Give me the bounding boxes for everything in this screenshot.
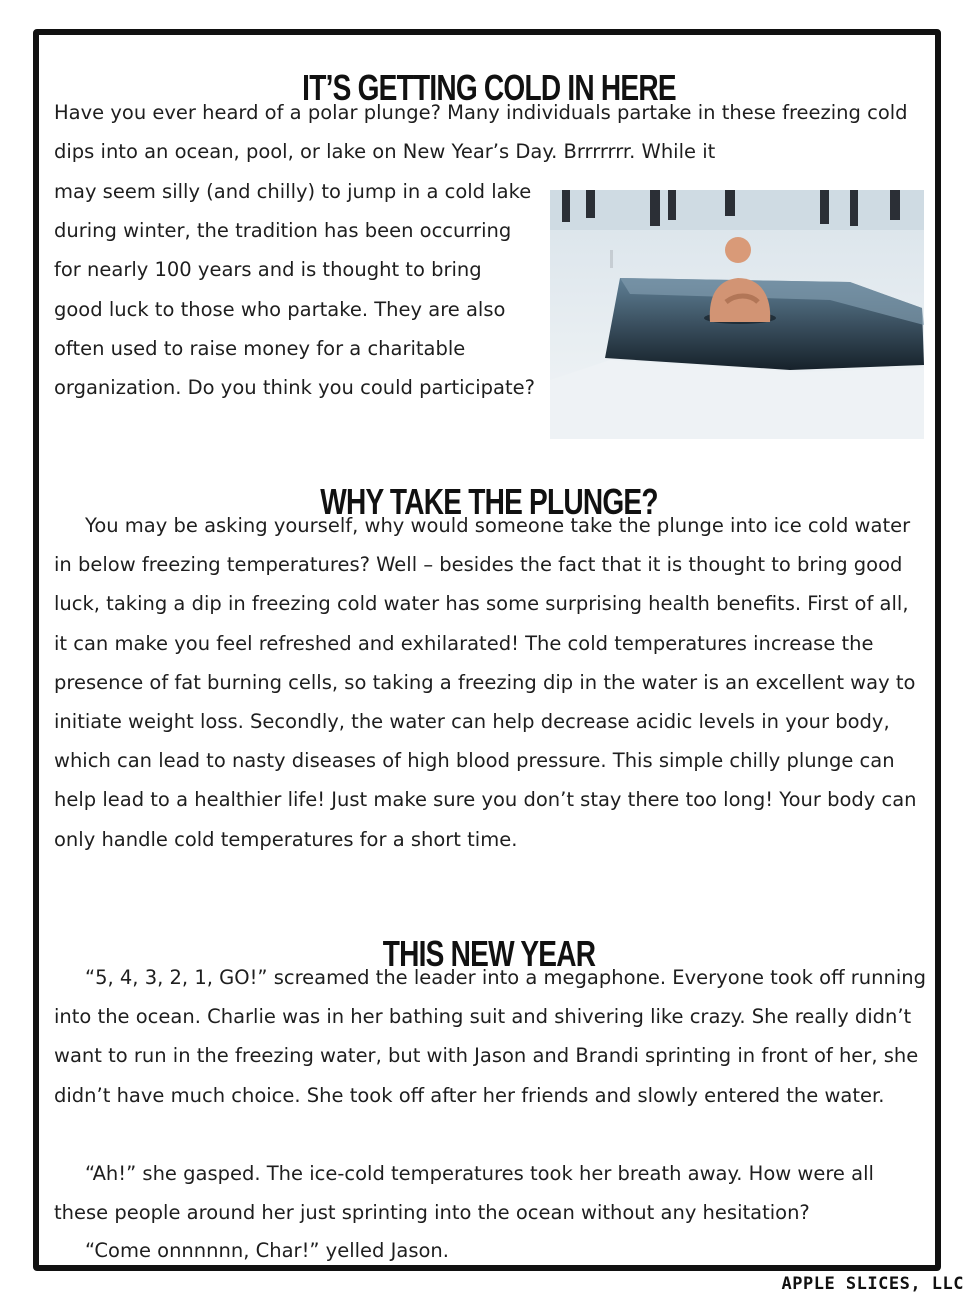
story-paragraph-1: “5, 4, 3, 2, 1, GO!” screamed the leader into a megaphone. Everyone took off running into the ocean. Charlie was in her bathing suit and shivering like crazy. She really didn’t want to run in the freezing water, but with Jason and Brandi sprinting in front of her, she didn’t have much choice. She took off after her friends and slowly entered the water. (54, 966, 926, 1107)
section-title-cold: IT’S GETTING COLD IN HERE (302, 67, 676, 109)
story-paragraph-3: “Come onnnnnn, Char!” yelled Jason. (85, 1239, 449, 1262)
section-title-new-year: THIS NEW YEAR (382, 933, 596, 975)
plunge-paragraph: You may be asking yourself, why would someone take the plunge into ice cold water in below freezing temperatures? Well – besides the fact that it is thought to bring good luck, taking a dip in freezing cold water has some surprising health benefits. First of all, it can make you feel refreshed and exhilarated! The cold temperatures increase the presence of fat burning cells, so taking a freezing dip in the water is an excellent way to initiate weight loss. Secondly, the water can help decrease acidic levels in your body, which can lead to nasty diseases of high blood pressure. This simple chilly plunge can help lead to a healthier life! Just make sure you don’t stay there too long! Your body can only handle cold temperatures for a short time. (54, 514, 917, 851)
story-paragraph-2: “Ah!” she gasped. The ice-cold temperatures took her breath away. How were all these people around her just sprinting into the ocean without any hesitation? (54, 1162, 874, 1225)
publisher-brand: APPLE SLICES, LLC (781, 1274, 964, 1294)
section-title-plunge: WHY TAKE THE PLUNGE? (320, 481, 658, 523)
polar-plunge-photo (550, 190, 924, 439)
intro-paragraph: Have you ever heard of a polar plunge? Many individuals partake in these freezing cold dips into an ocean, pool, or lake on New Year’s Day. Brrrrrrr. While it (54, 101, 908, 164)
wrap-paragraph: may seem silly (and chilly) to jump in a cold lake during winter, the tradition has been occurring for nearly 100 years and is thought to bring good luck to those who partake. They are also often used to raise money for a charitable organization. Do you think you could participate? (54, 180, 535, 400)
